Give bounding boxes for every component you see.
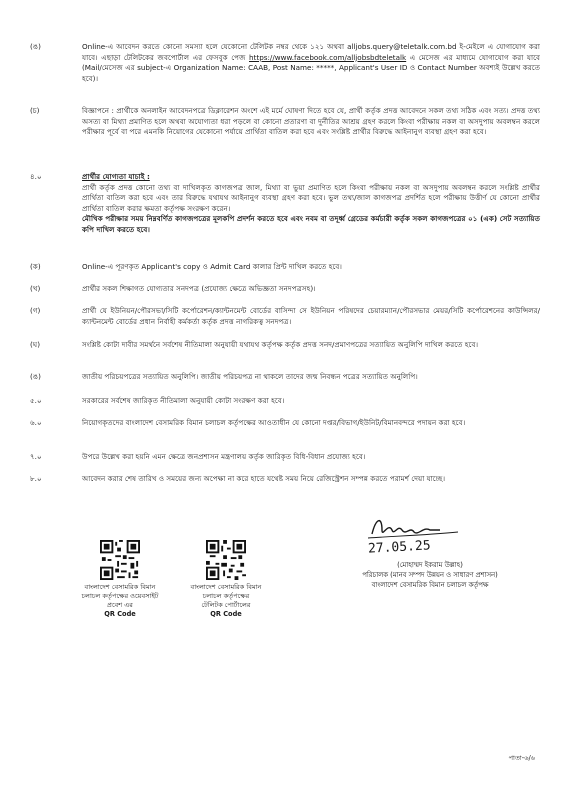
item-number: ৪.০ bbox=[30, 172, 42, 181]
item-text: প্রার্থী যে ইউনিয়ন/পৌরসভা/সিটি কর্পোরেশন/ক্যান্টনমেন্ট বোর্ডের বাসিন্দা সে ইউনিয়ন পরিষদের চেয়ারম্যান/পৌরসভার মেয়র/সিটি কর্পোরেশনের কাউন্সিলর/ক্যান্টনমেন্ট বোর্ডের প্রধান নির্বাহী কর্মকর্তা কর্তৃক প্রদত্ত নাগরিকত্ব সনদপত্র। bbox=[82, 306, 540, 326]
item-number: ৭.০ bbox=[30, 452, 42, 461]
qr-block-website bbox=[80, 540, 160, 619]
item-text: আবেদন করার শেষ তারিখ ও সময়ের জন্য অপেক্ষা না করে হাতে যথেষ্ট সময় নিয়ে রেজিস্ট্রেশন সম্পন্ন করতে পরামর্শ দেয়া যাচ্ছে। bbox=[82, 474, 446, 483]
item-text: Online-এ আবেদন করতে কোনো সমস্যা হলে যেকোনো টেলিটক নম্বর থেকে ১২১ অথবা alljobs.query@teletalk.com.bd ই-মেইলে এ যোগাযোগ করা যাবে। এছাড়া টেলিটকের জবপোর্টাল এর ফেসবুক পেজ bbox=[82, 42, 540, 62]
item-text: এ মেসেজ এর মাধ্যমে যোগাযোগ করা যাবে (Mail/মেসেজ এর subject-এ Organization Name: CAAB, Post Name: *****, Applicant's User ID ও Contact Number অবশ্যই উল্লেখ করতে হবে)। bbox=[82, 52, 540, 83]
signatory-org: বাংলাদেশ বেসামরিক বিমান চলাচল কর্তৃপক্ষ bbox=[371, 581, 489, 589]
item-number: (ক) bbox=[30, 262, 41, 271]
item-text: সরকারের সর্বশেষ জারিকৃত নীতিমালা অনুযায়ী কোটা সংরক্ষণ করা হবে। bbox=[82, 396, 285, 405]
item-number: (ঙ) bbox=[30, 42, 41, 51]
item-number: (ঙ) bbox=[30, 372, 41, 381]
item-text: বিজ্ঞাপনে : প্রার্থীকে অনলাইন আবেদনপত্রে ডিক্লারেশন অংশে এই মর্মে ঘোষণা দিতে হবে যে, প্রার্থী কর্তৃক প্রদত্ত আবেদনে সকল তথ্য সঠিক এবং সত্য। প্রদত্ত তথ্য অসত্য বা মিথ্যা প্রমাণিত হলে অথবা অযোগ্যতা ধরা পড়লে বা কোনো প্রতারণা বা দুর্নীতির আশ্রয় গ্রহণ করলে কিংবা পরীক্ষায় নকল বা অসদুপায় অবলম্বন করলে পরীক্ষার পূর্বে বা পরে এমনকি নিয়োগের যেকোনো পর্যায়ে প্রার্থিতা বাতিল করা হবে এবং সংশ্লিষ্ট প্রার্থীর বিরুদ্ধে আইনানুগ ব্যবস্থা গ্রহণ করা হবে। bbox=[82, 106, 540, 136]
item-number: (গ) bbox=[30, 306, 41, 315]
item-text: নিয়োগকৃতদের বাংলাদেশ বেসামরিক বিমান চলাচল কর্তৃপক্ষের আওতাধীন যে কোনো দপ্তর/বিভাগ/ইউনিট/বিমানবন্দরে পদায়ন করা হবে। bbox=[82, 418, 466, 427]
signatory-name: (মোহাম্মদ ইকরাম উল্লাহ) bbox=[397, 561, 463, 569]
item-number: (খ) bbox=[30, 284, 41, 293]
section-heading: প্রার্থীর যোগ্যতা যাচাই : bbox=[82, 172, 150, 181]
item-number: (চ) bbox=[30, 106, 40, 115]
qr-code-icon[interactable] bbox=[206, 540, 246, 580]
qr-caption-line: প্রবেশ এর bbox=[107, 601, 133, 609]
facebook-link[interactable]: https://www.facebook.com/alljobsbdteletalk bbox=[249, 52, 407, 62]
page-number: পাতা-৬/৬ bbox=[508, 754, 535, 762]
section-text: প্রার্থী কর্তৃক প্রদত্ত কোনো তথ্য বা দাখিলকৃত কাগজপত্র জাল, মিথ্যা বা ভুয়া প্রমাণিত হলে কিংবা পরীক্ষায় নকল বা অসদুপায় অবলম্বন করলে সংশ্লিষ্ট প্রার্থীর প্রার্থিতা বাতিল করা হবে এবং তার বিরুদ্ধে যথাযথ আইনানুগ ব্যবস্থা গ্রহণ করা হবে। ভুল তথ্য/জাল কাগজপত্র প্রদর্শিত হলে পরীক্ষায় উত্তীর্ণ যে কোনো প্রার্থীর প্রার্থিতা বাতিল করার ক্ষমতা কর্তৃপক্ষ সংরক্ষণ করেন। bbox=[82, 182, 540, 213]
signatory-block bbox=[320, 560, 540, 590]
signature-date: 27.05.25 bbox=[367, 538, 431, 557]
item-text: Online-এ পূরণকৃত Applicant's copy ও Admit Card কালার প্রিন্ট দাখিল করতে হবে। bbox=[82, 262, 342, 271]
signatory-title: পরিচালক (মানব সম্পদ উন্নয়ন ও সাধারণ প্রশাসন) bbox=[362, 571, 498, 579]
item-online-support bbox=[30, 42, 540, 94]
qr-caption-label: QR Code bbox=[210, 610, 242, 618]
qr-caption-line: চলাচল কর্তৃপক্ষের ওয়েবসাইট bbox=[81, 592, 159, 600]
item-number: ৬.০ bbox=[30, 418, 42, 427]
qr-block-teletalk bbox=[186, 540, 266, 619]
qr-caption-line: চলাচল কর্তৃপক্ষের bbox=[202, 592, 250, 600]
section-bold-text: মৌখিক পরীক্ষার সময় নিম্নবর্ণিত কাগজপত্রের মূলকপি প্রদর্শন করতে হবে এবং নবম বা তদূর্ধ্ব গ্রেডের কর্মচারী কর্তৃক সকল কাগজপত্রের ০১ (এক) সেট সত্যায়িত কপি দাখিল করতে হবে। bbox=[82, 214, 540, 234]
qr-code-icon[interactable] bbox=[100, 540, 140, 580]
qr-caption-line: বাংলাদেশ বেসামরিক বিমান bbox=[190, 583, 262, 591]
qr-caption-line: টেলিটক পোর্টালের bbox=[201, 601, 251, 609]
item-number: ৫.০ bbox=[30, 396, 42, 405]
item-text: জাতীয় পরিচয়পত্রের সত্যায়িত অনুলিপি। জাতীয় পরিচয়পত্র না থাকলে তাদের জন্ম নিবন্ধন পত্রের সত্যায়িত অনুলিপি। bbox=[82, 372, 418, 381]
section-eligibility bbox=[30, 172, 540, 252]
item-text: উপরে উল্লেখ করা হয়নি এমন ক্ষেত্রে জনপ্রশাসন মন্ত্রণালয় কর্তৃক জারিকৃত বিধি-বিধান প্রযোজ্য হবে। bbox=[82, 452, 366, 461]
item-text: প্রার্থীর সকল শিক্ষাগত যোগ্যতার সনদপত্র (প্রযোজ্য ক্ষেত্রে অভিজ্ঞতা সনদপত্রসহ)। bbox=[82, 284, 316, 293]
item-number: ৮.০ bbox=[30, 474, 42, 483]
item-text: সংশ্লিষ্ট কোটা দাবীর সমর্থনে সর্বশেষ নীতিমালা অনুযায়ী যথাযথ কর্তৃপক্ষ কর্তৃক প্রদত্ত সনদ/প্রমাণপত্রের সত্যায়িত অনুলিপি দাখিল করতে হবে। bbox=[82, 340, 479, 349]
item-number: (ঘ) bbox=[30, 340, 41, 349]
item-declaration bbox=[30, 106, 540, 168]
qr-caption-line: বাংলাদেশ বেসামরিক বিমান bbox=[84, 583, 156, 591]
qr-caption-label: QR Code bbox=[104, 610, 136, 618]
